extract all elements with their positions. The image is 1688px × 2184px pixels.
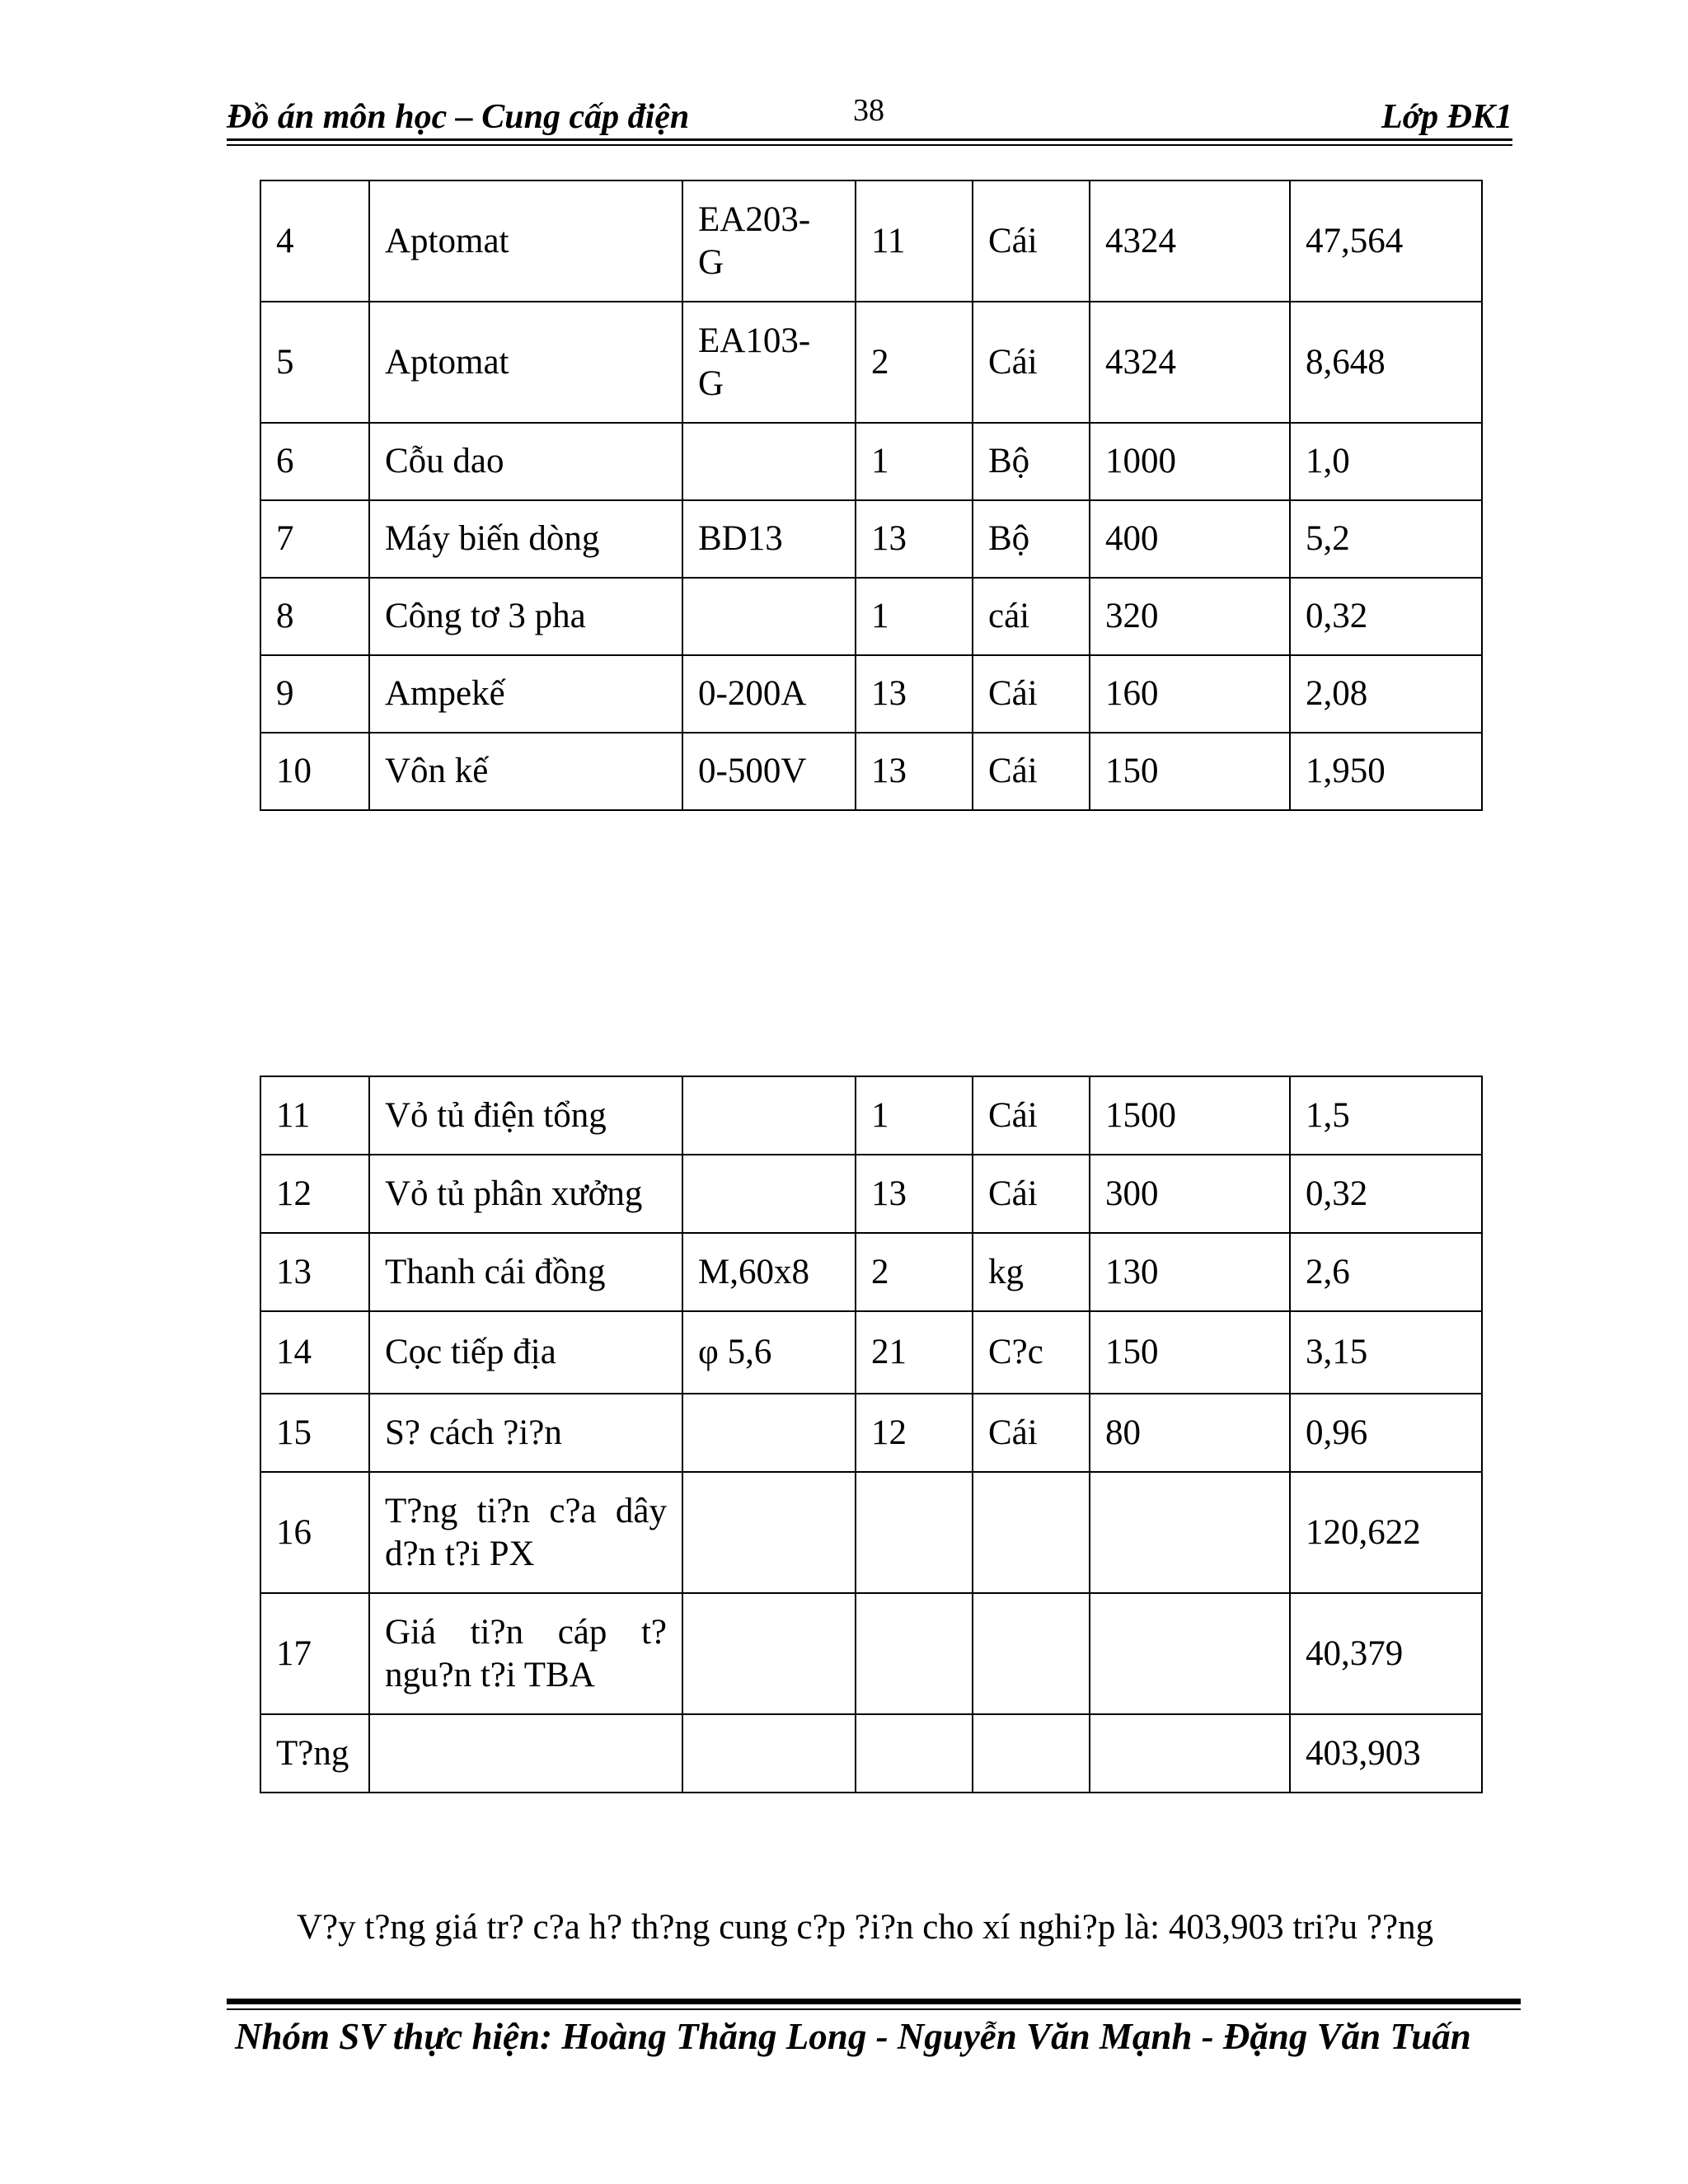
- table-row: [260, 180, 1482, 302]
- table-row: [260, 655, 1482, 733]
- cell-total: 40,379: [1290, 1593, 1482, 1714]
- table-row: [260, 1311, 1482, 1394]
- cell-qty: 2: [856, 302, 973, 423]
- cell-total: 2,6: [1290, 1233, 1482, 1311]
- table-row: [260, 302, 1482, 423]
- cell-name: Aptomat: [369, 180, 682, 302]
- cell-stt: 14: [260, 1311, 369, 1394]
- cell-stt: 8: [260, 578, 369, 655]
- cell-name: S? cách ?i?n: [369, 1394, 682, 1472]
- cell-total: 1,5: [1290, 1076, 1482, 1155]
- cell-price: 160: [1090, 655, 1290, 733]
- cell-name: Cọc tiếp địa: [369, 1311, 682, 1394]
- table-row: [260, 1593, 1482, 1714]
- table-total-row: [260, 1714, 1482, 1793]
- cell-name: Vôn kế: [369, 733, 682, 810]
- cell-model: [682, 1593, 856, 1714]
- class-label: Lớp ĐK1: [1381, 98, 1512, 136]
- cell-total: 120,622: [1290, 1472, 1482, 1593]
- cell-qty: 11: [856, 180, 973, 302]
- cell-qty: 1: [856, 1076, 973, 1155]
- cell-unit: kg: [973, 1233, 1090, 1311]
- cell-name: [369, 1593, 682, 1714]
- page-number: 38: [853, 93, 884, 128]
- cell-unit: Cái: [973, 302, 1090, 423]
- cell-model: [682, 1076, 856, 1155]
- cell-name: [369, 1472, 682, 1593]
- cell-model: M,60x8: [682, 1233, 856, 1311]
- cell-total: 0,32: [1290, 578, 1482, 655]
- cell-price: 1000: [1090, 423, 1290, 500]
- header-rule-thin: [227, 144, 1512, 146]
- table-row: [260, 1394, 1482, 1472]
- cell-name: Thanh cái đồng: [369, 1233, 682, 1311]
- cell-name: Vỏ tủ phân xưởng: [369, 1155, 682, 1233]
- cell-total: 3,15: [1290, 1311, 1482, 1394]
- cell-unit: cái: [973, 578, 1090, 655]
- cell-stt: 13: [260, 1233, 369, 1311]
- cell-model: [682, 1472, 856, 1593]
- cell-total: 0,32: [1290, 1155, 1482, 1233]
- table-row: [260, 1233, 1482, 1311]
- cell-name: Công tơ 3 pha: [369, 578, 682, 655]
- cell-model: [682, 423, 856, 500]
- cell-name-line2: ngu?n t?i TBA: [385, 1655, 595, 1694]
- cell-stt: 5: [260, 302, 369, 423]
- cell-unit: Cái: [973, 655, 1090, 733]
- table-row: [260, 1076, 1482, 1155]
- cell-unit: Cái: [973, 180, 1090, 302]
- cell-price: 130: [1090, 1233, 1290, 1311]
- cell-unit: Bộ: [973, 500, 1090, 578]
- cell-qty: 13: [856, 655, 973, 733]
- cell-price: 150: [1090, 733, 1290, 810]
- cell-stt: 12: [260, 1155, 369, 1233]
- footer-rule: [227, 1999, 1521, 2004]
- cell-price: 320: [1090, 578, 1290, 655]
- cell-unit: Bộ: [973, 423, 1090, 500]
- cell-total: 47,564: [1290, 180, 1482, 302]
- cell-model: 0-500V: [682, 733, 856, 810]
- cell-qty: 13: [856, 733, 973, 810]
- cell-unit: Cái: [973, 1076, 1090, 1155]
- cell-name: Máy biến dòng: [369, 500, 682, 578]
- cell-stt: 7: [260, 500, 369, 578]
- cell-name: Vỏ tủ điện tổng: [369, 1076, 682, 1155]
- cell-stt: 17: [260, 1593, 369, 1714]
- cell-unit: Cái: [973, 1394, 1090, 1472]
- cell-name-line1: Giá ti?n cáp t?: [385, 1612, 667, 1652]
- cell-unit: [973, 1593, 1090, 1714]
- cell-total: 0,96: [1290, 1394, 1482, 1472]
- table-row: [260, 1472, 1482, 1593]
- table-row: [260, 578, 1482, 655]
- cell-qty: 1: [856, 423, 973, 500]
- table-row: [260, 500, 1482, 578]
- cell-total: 1,950: [1290, 733, 1482, 810]
- cell-qty: 21: [856, 1311, 973, 1394]
- cell-qty: 13: [856, 1155, 973, 1233]
- cell-qty: 2: [856, 1233, 973, 1311]
- table-row: [260, 733, 1482, 810]
- cell-model: [682, 1394, 856, 1472]
- cell-price: 80: [1090, 1394, 1290, 1472]
- header-rule: [227, 138, 1512, 141]
- cell-unit: Cái: [973, 733, 1090, 810]
- cell-total: 8,648: [1290, 302, 1482, 423]
- cell-qty: 1: [856, 578, 973, 655]
- cell-model: φ 5,6: [682, 1311, 856, 1394]
- table-row: [260, 423, 1482, 500]
- cell-qty: 13: [856, 500, 973, 578]
- cell-total: 2,08: [1290, 655, 1482, 733]
- cell-price: 400: [1090, 500, 1290, 578]
- cell-total-label: T?ng: [260, 1714, 369, 1793]
- cell-name-line2: d?n t?i PX: [385, 1534, 535, 1573]
- page-footer: Nhóm SV thực hiện: Hoàng Thăng Long - Nguyễn Văn Mạnh - Đặng Văn Tuấn: [235, 2016, 1471, 2057]
- cell-stt: 6: [260, 423, 369, 500]
- cell-name: Aptomat: [369, 302, 682, 423]
- document-title: Đồ án môn học – Cung cấp điện: [227, 98, 690, 136]
- equipment-table-2: [260, 1076, 1483, 1793]
- cell-unit: [973, 1714, 1090, 1793]
- cell-price: [1090, 1714, 1290, 1793]
- cell-name: Cỗu dao: [369, 423, 682, 500]
- summary-paragraph: V?y t?ng giá tr? c?a h? th?ng cung c?p ?i?n cho xí nghi?p là: 403,903 tri?u ??ng: [297, 1908, 1434, 1947]
- cell-qty: [856, 1593, 973, 1714]
- cell-price: 4324: [1090, 302, 1290, 423]
- cell-stt: 15: [260, 1394, 369, 1472]
- cell-price: 4324: [1090, 180, 1290, 302]
- table-row: [260, 1155, 1482, 1233]
- cell-total: 1,0: [1290, 423, 1482, 500]
- cell-model: [682, 1155, 856, 1233]
- cell-stt: 9: [260, 655, 369, 733]
- cell-model: EA103- G: [682, 302, 856, 423]
- cell-model: EA203- G: [682, 180, 856, 302]
- cell-model: 0-200A: [682, 655, 856, 733]
- cell-qty: [856, 1472, 973, 1593]
- cell-name: Ampekế: [369, 655, 682, 733]
- cell-name-line1: T?ng ti?n c?a dây: [385, 1491, 667, 1530]
- cell-grand-total: 403,903: [1290, 1714, 1482, 1793]
- cell-total: 5,2: [1290, 500, 1482, 578]
- footer-rule-thin: [227, 2008, 1521, 2010]
- cell-price: [1090, 1593, 1290, 1714]
- cell-stt: 16: [260, 1472, 369, 1593]
- cell-stt: 11: [260, 1076, 369, 1155]
- cell-unit: C?c: [973, 1311, 1090, 1394]
- cell-price: 150: [1090, 1311, 1290, 1394]
- equipment-table-1: [260, 180, 1483, 811]
- cell-model: BD13: [682, 500, 856, 578]
- cell-unit: Cái: [973, 1155, 1090, 1233]
- cell-price: [1090, 1472, 1290, 1593]
- cell-price: 1500: [1090, 1076, 1290, 1155]
- cell-stt: 4: [260, 180, 369, 302]
- cell-model: [682, 1714, 856, 1793]
- cell-price: 300: [1090, 1155, 1290, 1233]
- cell-qty: [856, 1714, 973, 1793]
- cell-stt: 10: [260, 733, 369, 810]
- cell-qty: 12: [856, 1394, 973, 1472]
- cell-name: [369, 1714, 682, 1793]
- cell-unit: [973, 1472, 1090, 1593]
- cell-model: [682, 578, 856, 655]
